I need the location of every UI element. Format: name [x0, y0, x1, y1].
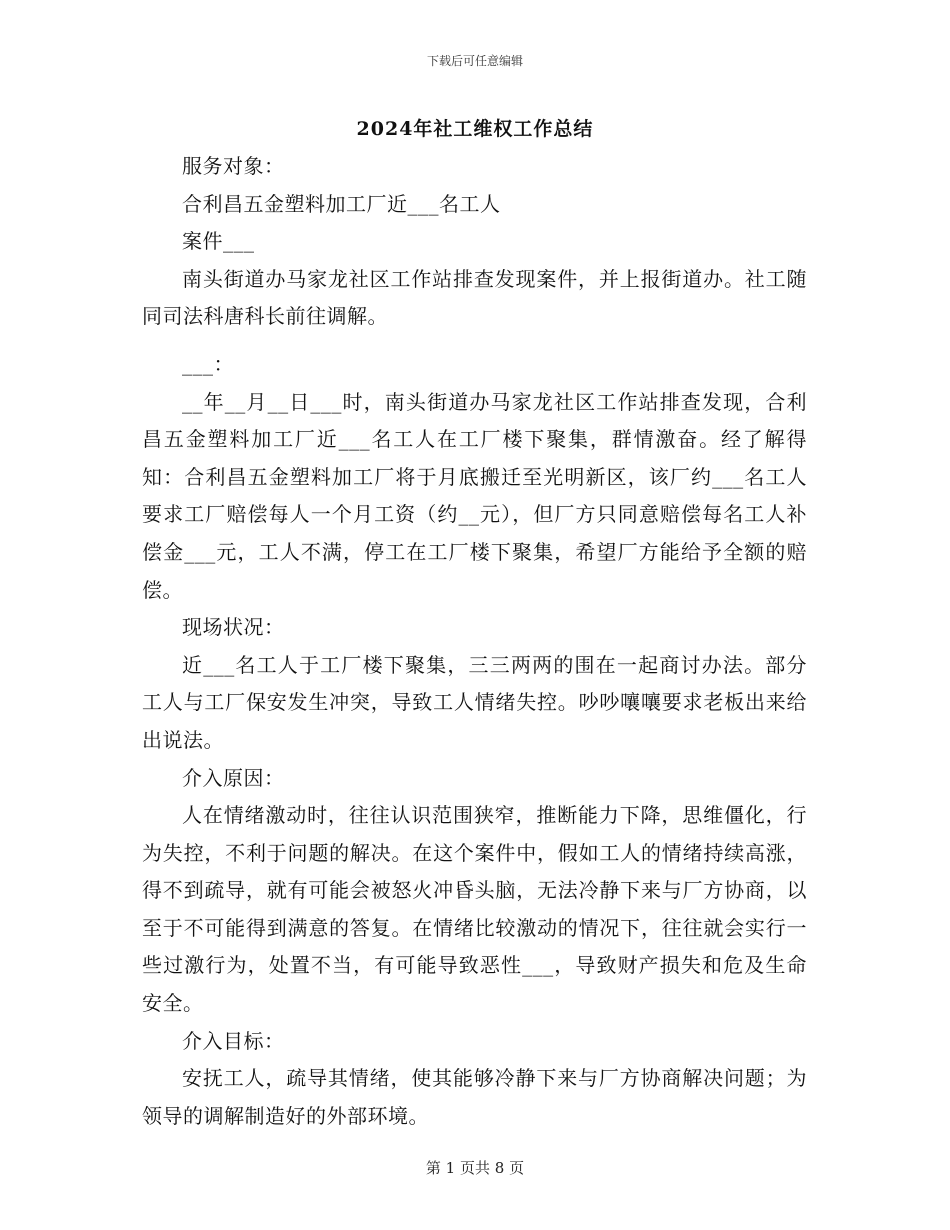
paragraph: 合利昌五金塑料加工厂近___名工人 [182, 191, 501, 216]
paragraph: 安抚工人，疏导其情绪，使其能够冷静下来与厂方协商解决问题；为领导的调解制造好的外部环境。 [142, 1066, 807, 1128]
section-heading-intervention-goal: 介入目标： [182, 1028, 285, 1053]
document-body [142, 148, 807, 1135]
page-footer-page-number: 第 1 页共 8 页 [425, 1159, 525, 1177]
section-heading-blank: ___： [182, 351, 234, 376]
paragraph: __年__月__日___时，南头街道办马家龙社区工作站排查发现，合利昌五金塑料加工厂近___名工人在工厂楼下聚集，群情激奋。经了解得知：合利昌五金塑料加工厂将于月底搬迁至光明新区，该厂约___名工人要求工厂赔偿每人一个月工资（约__元），但厂方只同意赔偿每名工人补偿金___元，工人不满，停工在工厂楼下聚集，希望厂方能给予全额的赔偿。 [142, 389, 807, 602]
document-title: 2024年社工维权工作总结 [356, 118, 594, 140]
section-heading-service-target: 服务对象： [182, 154, 285, 178]
paragraph: 南头街道办马家龙社区工作站排查发现案件，并上报街道办。社工随同司法科唐科长前往调解。 [142, 266, 807, 329]
section-heading-scene-status: 现场状况： [182, 615, 285, 640]
page-header-note: 下载后可任意编辑 [426, 54, 523, 68]
paragraph: 近___名工人于工厂楼下聚集，三三两两的围在一起商讨办法。部分工人与工厂保安发生冲突，导致工人情绪失控。吵吵嚷嚷要求老板出来给出说法。 [142, 652, 807, 752]
paragraph: 人在情绪激动时，往往认识范围狭窄，推断能力下降，思维僵化，行为失控，不利于问题的解决。在这个案件中，假如工人的情绪持续高涨，得不到疏导，就有可能会被怒火冲昏头脑，无法冷静下来与厂方协商，以至于不可能得到满意的答复。在情绪比较激动的情况下，往往就会实行一些过激行为，处置不当，有可能导致恶性___，导致财产损失和危及生命安全。 [142, 803, 807, 1016]
paragraph: 案件___ [182, 229, 255, 254]
section-heading-intervention-reason: 介入原因： [182, 765, 285, 790]
